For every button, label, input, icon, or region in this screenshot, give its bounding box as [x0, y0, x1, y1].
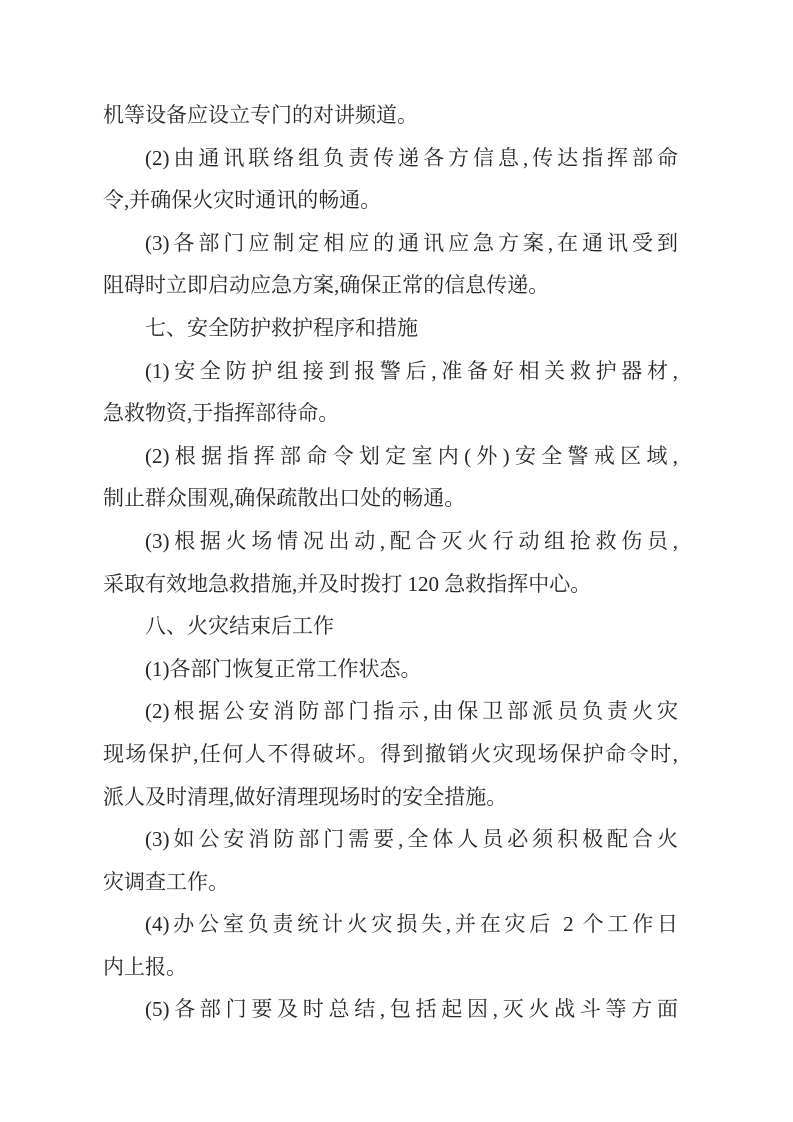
- text-line: (3)各部门应制定相应的通讯应急方案,在通讯受到: [145, 230, 678, 255]
- text-line: 阻碍时立即启动应急方案,确保正常的信息传递。: [103, 273, 550, 298]
- text-line: 机等设备应设立专门的对讲频道。: [103, 103, 418, 127]
- text-line: 灾调查工作。: [103, 869, 229, 894]
- text-line: (1)各部门恢复正常工作状态。: [145, 656, 422, 681]
- text-line: 内上报。: [103, 954, 187, 979]
- text-line: (4)办公室负责统计火灾损失,并在灾后 2 个工作日: [145, 912, 678, 937]
- section-heading: 七、安全防护救护程序和措施: [145, 315, 418, 340]
- text-line: (3)根据火场情况出动,配合灭火行动组抢救伤员,: [145, 528, 678, 553]
- text-line: (3)如公安消防部门需要,全体人员必须积极配合火: [145, 827, 678, 852]
- text-line: (2)由通讯联络组负责传递各方信息,传达指挥部命: [145, 145, 678, 170]
- text-line: (5)各部门要及时总结,包括起因,灭火战斗等方面: [145, 997, 678, 1022]
- text-line: 制止群众围观,确保疏散出口处的畅通。: [103, 486, 466, 511]
- text-line: 急救物资,于指挥部待命。: [103, 401, 340, 426]
- section-heading: 八、火灾结束后工作: [145, 614, 334, 639]
- text-line: 现场保护,任何人不得破坏。得到撤销火灾现场保护命令时,: [103, 741, 678, 766]
- text-line: 派人及时清理,做好清理现场时的安全措施。: [103, 784, 508, 809]
- text-line: 采取有效地急救措施,并及时拨打 120 急救指挥中心。: [103, 571, 592, 596]
- text-line: 令,并确保火灾时通讯的畅通。: [103, 188, 382, 213]
- text-line: (2)根据指挥部命令划定室内(外)安全警戒区域,: [145, 443, 678, 468]
- text-line: (2)根据公安消防部门指示,由保卫部派员负责火灾: [145, 699, 678, 724]
- text-line: (1)安全防护组接到报警后,准备好相关救护器材,: [145, 358, 678, 383]
